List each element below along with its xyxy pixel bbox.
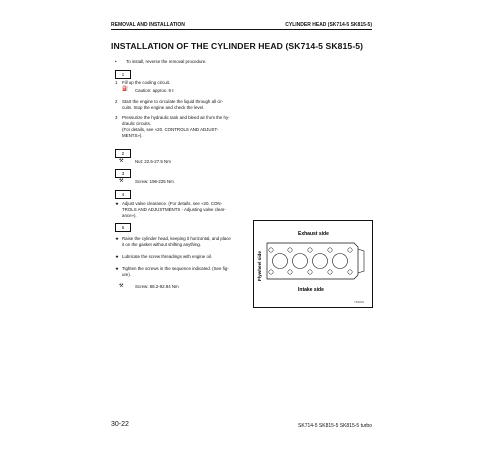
star-bullet: ★	[115, 236, 119, 241]
step-text: Fill up the cooling circuit.	[122, 80, 171, 85]
cylinder-bore	[333, 254, 348, 269]
bullet: •	[115, 59, 117, 64]
page-number: 30-22	[111, 421, 129, 428]
step-text: Start the engine to circulate the liquid through all cir-	[122, 99, 224, 104]
torque-wrench-icon: ⚒	[119, 158, 124, 164]
model-list: SK714-5 SK815-5 SK815-5 turbo	[298, 423, 372, 429]
page-title: INSTALLATION OF THE CYLINDER HEAD (SK714-5 SK815-5)	[111, 41, 364, 51]
header-topic: CYLINDER HEAD (SK714-5 SK815-5)	[285, 22, 372, 28]
exhaust-label: Exhaust side	[298, 231, 329, 237]
bolt-hole	[269, 270, 273, 274]
intro-text: To install, reverse the removal procedure.	[126, 59, 207, 64]
torque-value: Nut: 22.5-27.5 Nm	[135, 159, 171, 164]
step-text: ance»).	[122, 213, 137, 218]
caution-text: Caution: approx. 9 ℓ	[135, 88, 174, 93]
step-box-2: 2	[115, 149, 131, 158]
step-text: it on the gasket without shifting anything.	[122, 242, 202, 247]
torque-value: Screw: 88.2-92.94 Nm	[135, 284, 179, 289]
bolt-hole	[328, 270, 332, 274]
bolt-hole	[328, 248, 332, 252]
star-bullet: ★	[115, 266, 119, 271]
step-text: draulic circuits.	[122, 121, 152, 126]
step-text: ure).	[122, 272, 132, 277]
cylinder-bore	[273, 254, 288, 269]
star-bullet: ★	[115, 201, 119, 206]
head-end-cap	[358, 249, 364, 273]
header-section: REMOVAL AND INSTALLATION	[111, 22, 185, 28]
cylinder-head-drawing	[254, 221, 372, 307]
torque-value: Screw: 196-225 Nm	[135, 179, 174, 184]
step-text: MENTS»).	[122, 133, 143, 138]
bolt-hole	[348, 248, 352, 252]
torque-wrench-icon: ⚒	[119, 283, 124, 289]
step-text: Lubricate the screw threadings with engine oil.	[122, 254, 213, 259]
step-number: 2	[115, 99, 118, 104]
step-text: TROLS AND ADJUSTMENTS - Adjusting valve clear-	[122, 207, 226, 212]
torque-wrench-icon: ⚒	[119, 178, 124, 184]
figure-code: Y5A0001	[354, 301, 364, 304]
step-box-4: 4	[115, 190, 131, 199]
step-text: Adjust valve clearance. (For details, see «20. CON-	[122, 201, 223, 206]
tightening-sequence-diagram	[253, 220, 373, 308]
step-box-5: 5	[115, 223, 131, 232]
step-box-1: 1	[115, 70, 131, 79]
step-number: 3	[115, 115, 118, 120]
bolt-hole	[288, 270, 292, 274]
bolt-hole	[288, 248, 292, 252]
step-text: cuits. Stop the engine and check the level.	[122, 105, 205, 110]
bolt-hole	[308, 248, 312, 252]
cylinder-bore	[313, 254, 328, 269]
step-number: 1	[115, 80, 118, 85]
step-text: Pressurize the hydraulic tank and bleed air from the hy-	[122, 115, 230, 120]
step-box-3: 3	[115, 169, 131, 178]
bolt-hole	[348, 270, 352, 274]
coolant-icon: ⛽	[122, 86, 129, 92]
bolt-hole	[269, 248, 273, 252]
flywheel-label: Flywheel side	[257, 251, 262, 281]
header-rule	[111, 29, 372, 30]
intake-label: Intake side	[298, 287, 324, 293]
cylinder-bore	[293, 254, 308, 269]
step-text: (For details, see «20. CONTROLS AND ADJUST-	[122, 127, 219, 132]
bolt-hole	[308, 270, 312, 274]
step-text: Tighten the screws in the sequence indicated. (See fig-	[122, 266, 229, 271]
star-bullet: ★	[115, 254, 119, 259]
step-text: Raise the cylinder head, keeping it horizontal, and place	[122, 236, 231, 241]
